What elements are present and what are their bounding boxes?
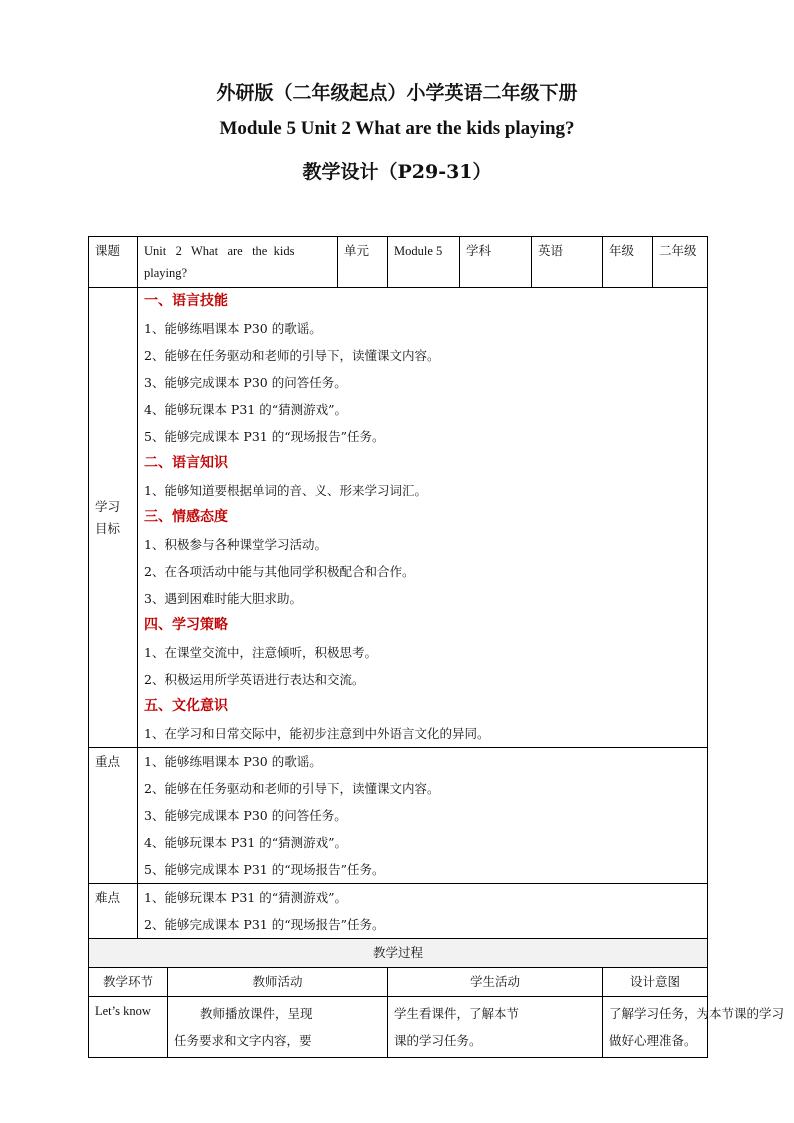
list-item: 2、能够在任务驱动和老师的引导下，读懂课文内容。 bbox=[144, 348, 440, 363]
list-item: 1、能够练唱课本 P30 的歌谣。 bbox=[144, 321, 322, 336]
list-item: 2、积极运用所学英语进行表达和交流。 bbox=[144, 672, 365, 687]
topic-value-line1: Unit 2 What are the kids bbox=[144, 244, 295, 258]
lesson-plan-table bbox=[88, 236, 785, 1058]
process-title: 教学过程 bbox=[89, 939, 708, 968]
unit-label: 单元 bbox=[338, 237, 388, 288]
difficult-points-row bbox=[89, 884, 708, 939]
list-item: 1、能够知道要根据单词的音、义、形来学习词汇。 bbox=[144, 483, 427, 498]
difficult-points-label: 难点 bbox=[89, 884, 138, 939]
topic-value bbox=[138, 237, 338, 288]
key-points-label: 重点 bbox=[89, 748, 138, 884]
difficult-points-content bbox=[138, 884, 708, 939]
section-heading: 五、文化意识 bbox=[144, 698, 228, 714]
list-item: 4、能够玩课本 P31 的“猜测游戏”。 bbox=[144, 835, 347, 850]
info-row bbox=[89, 237, 708, 288]
section-heading: 三、情感态度 bbox=[144, 509, 228, 525]
list-item: 1、能够玩课本 P31 的“猜测游戏”。 bbox=[144, 890, 347, 905]
col-intent-header: 设计意图 bbox=[603, 968, 708, 997]
process-row bbox=[89, 997, 708, 1058]
subject-value: 英语 bbox=[532, 237, 603, 288]
list-item: 2、能够完成课本 P31 的“现场报告”任务。 bbox=[144, 917, 385, 932]
lesson-title: Module 5 Unit 2 What are the kids playing? bbox=[219, 118, 575, 139]
col-teacher-header: 教师活动 bbox=[168, 968, 388, 997]
objectives-label-line2: 目标 bbox=[95, 520, 121, 536]
list-item: 2、在各项活动中能与其他同学积极配合和合作。 bbox=[144, 564, 415, 579]
list-item: 1、能够练唱课本 P30 的歌谣。 bbox=[144, 754, 322, 769]
process-header-row bbox=[89, 968, 708, 997]
grade-label: 年级 bbox=[603, 237, 653, 288]
list-item: 1、积极参与各种课堂学习活动。 bbox=[144, 537, 327, 552]
intent-line1: 了解学习任务，为本节课的学习 bbox=[609, 1006, 785, 1021]
grade-value: 二年级 bbox=[653, 237, 708, 288]
process-stage: Let’s know bbox=[89, 997, 168, 1058]
student-activity-line2: 课的学习任务。 bbox=[394, 1033, 482, 1048]
process-design-intent bbox=[603, 997, 785, 1058]
process-teacher-activity bbox=[168, 997, 388, 1058]
section-heading: 一、语言技能 bbox=[144, 293, 228, 309]
objectives-content bbox=[138, 288, 708, 748]
objectives-label bbox=[89, 288, 138, 748]
section-heading: 二、语言知识 bbox=[144, 455, 228, 471]
objectives-row bbox=[89, 288, 708, 748]
objectives-label-line1: 学习 bbox=[95, 498, 121, 514]
unit-value: Module 5 bbox=[388, 237, 460, 288]
list-item: 1、在学习和日常交际中，能初步注意到中外语言文化的异同。 bbox=[144, 726, 490, 741]
list-item: 5、能够完成课本 P31 的“现场报告”任务。 bbox=[144, 429, 385, 444]
teacher-activity-line2: 任务要求和文字内容，要 bbox=[174, 1033, 312, 1048]
section-heading: 四、学习策略 bbox=[144, 617, 228, 633]
process-title-row bbox=[89, 939, 708, 968]
student-activity-line1: 学生看课件，了解本节 bbox=[394, 1006, 520, 1021]
list-item: 3、能够完成课本 P30 的问答任务。 bbox=[144, 375, 347, 390]
topic-label: 课题 bbox=[89, 237, 138, 288]
list-item: 4、能够玩课本 P31 的“猜测游戏”。 bbox=[144, 402, 347, 417]
key-points-row bbox=[89, 748, 708, 884]
list-item: 3、遇到困难时能大胆求助。 bbox=[144, 591, 302, 606]
intent-line2: 做好心理准备。 bbox=[609, 1033, 697, 1048]
list-item: 5、能够完成课本 P31 的“现场报告”任务。 bbox=[144, 862, 385, 877]
col-stage-header: 教学环节 bbox=[89, 968, 168, 997]
list-item: 2、能够在任务驱动和老师的引导下，读懂课文内容。 bbox=[144, 781, 440, 796]
topic-value-line2: playing? bbox=[144, 266, 188, 280]
key-points-content bbox=[138, 748, 708, 884]
teacher-activity-line1: 教师播放课件，呈现 bbox=[200, 1006, 313, 1021]
list-item: 1、在课堂交流中，注意倾听，积极思考。 bbox=[144, 645, 377, 660]
doc-subtitle: 教学设计（P29-31） bbox=[302, 161, 492, 183]
process-student-activity bbox=[388, 997, 603, 1058]
doc-title: 外研版（二年级起点）小学英语二年级下册 bbox=[216, 82, 578, 104]
list-item: 3、能够完成课本 P30 的问答任务。 bbox=[144, 808, 347, 823]
col-student-header: 学生活动 bbox=[388, 968, 603, 997]
subject-label: 学科 bbox=[460, 237, 532, 288]
